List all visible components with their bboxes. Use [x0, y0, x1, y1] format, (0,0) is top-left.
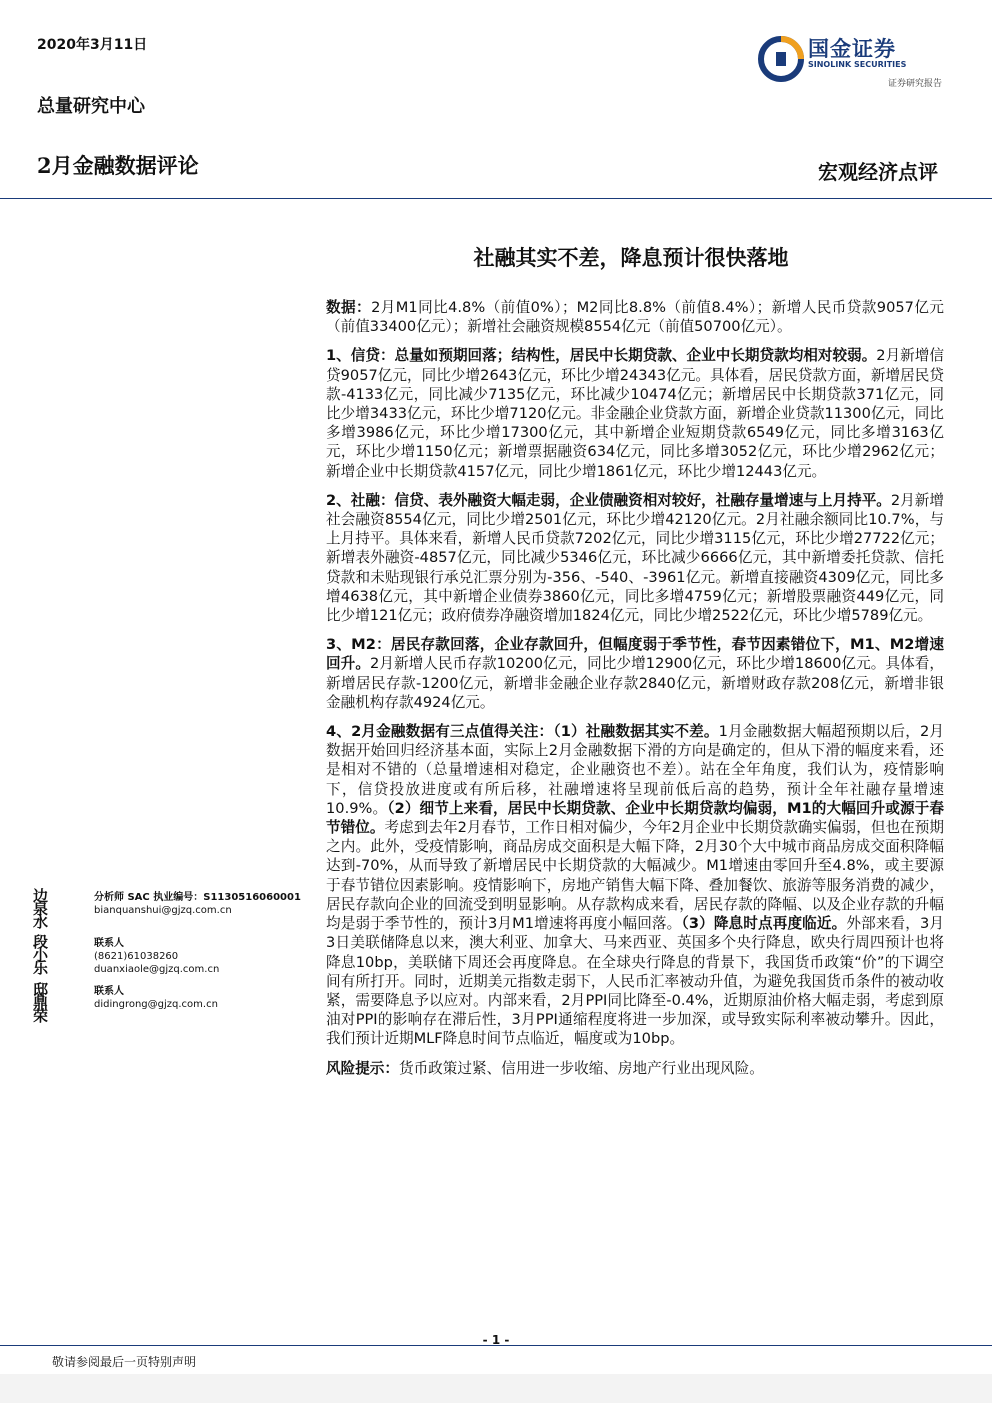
contact-phone: (8621)61038260: [94, 951, 179, 962]
credit-paragraph: [326, 346, 944, 480]
report-date: 2020年3月11日: [37, 37, 148, 53]
credit-heading: 1、信贷：总量如预期回落；结构性，居民中长期贷款、企业中长期贷款均相对较弱。: [326, 347, 877, 365]
m2-heading: 3、M2：居民存款回落，企业存款回升，但幅度弱于季节性，春节因素错位下，M1、M2增速回升。: [326, 636, 944, 673]
brand-logo-icon: [756, 34, 806, 84]
header-divider: [0, 198, 992, 199]
social-financing-heading: 2、社融：信贷、表外融资大幅走弱，企业债融资相对较好，社融存量增速与上月持平。: [326, 491, 891, 509]
footer-divider: [0, 1345, 992, 1346]
contact-title: 联系人: [94, 938, 124, 949]
analyst-name: 边泉水: [33, 887, 49, 931]
key-point-1-text: 1月金融数据大幅超预期以后，2月数据开始回归经济基本面，实际上2月金融数据下滑的方向是确定的，但从下滑的幅度来看，还是相对不错的（总量增速相对稳定，企业融资也不差）。站在全年角度，我们认为，疫情影响下，信贷投放进度或有所后移，社融增速将呈现前低后高的趋势，预计全年社融存量增速10.9%。: [326, 723, 944, 817]
m2-text: 2月新增人民币存款10200亿元，同比少增12900亿元，环比少增18600亿元。具体看，新增居民存款-1200亿元，新增非金融企业存款2840亿元，新增财政存款208亿元，新增非银金融机构存款4924亿元。: [326, 655, 944, 711]
report-title: 2月金融数据评论: [37, 153, 199, 178]
contact-title: 联系人: [94, 986, 124, 997]
social-financing-text: 2月新增社会融资8554亿元，同比少增2501亿元，环比少增42120亿元。2月社融余额同比10.7%，与上月持平。具体来看，新增人民币贷款7202亿元，同比少增3115亿元，环比少增27722亿元；新增表外融资-4857亿元，同比减少5346亿元，环比减少6666亿元，其中新增委托贷款、信托贷款和未贴现银行承兑汇票分别为-356、-540、-3961亿元。新增直接融资4309亿元，同比多增4638亿元，其中新增企业债券3860亿元，同比多增4759亿元；新增股票融资449亿元，同比少增121亿元；政府债券净融资增加1824亿元，同比少增2522亿元，环比少增5789亿元。: [326, 491, 944, 625]
data-label: 数据：: [326, 299, 372, 316]
key-point-2-heading: （2）细节上来看，居民中长期贷款、企业中长期贷款均偏弱，M1的大幅回升或源于春节错位。: [326, 799, 944, 837]
data-summary-text: 2月M1同比4.8%（前值0%）；M2同比8.8%（前值8.4%）；新增人民币贷款9057亿元（前值33400亿元）；新增社会融资规模8554亿元（前值50700亿元）。: [326, 299, 944, 336]
m2-paragraph: [326, 635, 944, 712]
risk-text: 货币政策过紧、信用进一步收缩、房地产行业出现风险。: [398, 1059, 764, 1077]
key-point-3-text: 外部来看，3月3日美联储降息以来，澳大利亚、加拿大、马来西亚、英国多个央行降息，欧央行周四预计也将降息10bp，美联储下周还会再度降息。在全球央行降息的背景下，我国货币政策“价”的下调空间有所打开。同时，近期美元指数走弱下，人民币汇率被动升值，为避免我国货币条件的被动收紧，需要降息予以应对。内部来看，2月PPI同比降至-0.4%，近期原油价格大幅走弱，考虑到原油对PPI的影响存在滞后性，3月PPI通缩程度将进一步加深，或导致实际利率被动攀升。因此，我们预计近期MLF降息时间节点临近，幅度或为10bp。: [326, 915, 944, 1048]
analyst-title: 分析师 SAC 执业编号：S1130516060001: [94, 892, 301, 903]
credit-text: 2月新增信贷9057亿元，同比少增2643亿元，环比少增24343亿元。具体看，居民贷款方面，新增居民贷款-4133亿元，同比减少7135亿元，环比减少10474亿元；新增居民中长期贷款371亿元，同比少增3433亿元，环比少增7120亿元。非金融企业贷款方面，新增企业贷款11300亿元，同比多增3986亿元，环比少增17300亿元，其中新增企业短期贷款6549亿元，同比多增3163亿元，环比少增1150亿元；新增票据融资634亿元，同比多增3052亿元，环比少增2962亿元；新增企业中长期贷款4157亿元，同比少增1861亿元，环比少增12443亿元。: [326, 347, 944, 480]
report-type: 宏观经济点评: [818, 160, 938, 184]
footer-band: [0, 1374, 992, 1403]
page-number: - 1 -: [482, 1333, 510, 1347]
key-point-2-text: 考虑到去年2月春节，工作日相对偏少，今年2月企业中长期贷款确实偏弱，但也在预期之内。此外，受疫情影响，商品房成交面积是大幅下降，2月30个大中城市商品房成交面积降幅达到-70%，从而导致了新增居民中长期贷款的大幅减少。M1增速由零回升至4.8%，或主要源于春节错位因素影响。疫情影响下，房地产销售大幅下降、叠加餐饮、旅游等服务消费的减少，居民存款向企业的回流受到明显影响。从存款构成来看，居民存款的降幅、以及企业存款的升幅均是弱于季节性的，预计3月M1增速将再度小幅回落。: [326, 819, 944, 933]
contact-name: 邸鼎荣: [33, 981, 49, 1025]
research-center: 总量研究中心: [37, 96, 145, 117]
headline: 社融其实不差，降息预计很快落地: [473, 245, 789, 270]
brand-name-en: SINOLINK SECURITIES: [808, 60, 907, 69]
report-body: [326, 298, 944, 1088]
brand-name-cn: 国金证券: [808, 37, 896, 61]
risk-label: 风险提示：: [326, 1059, 399, 1077]
contact-email: didingrong@gjzq.com.cn: [94, 999, 218, 1010]
risk-paragraph: [326, 1059, 944, 1078]
key-points-paragraph: [326, 722, 944, 1048]
analyst-email: bianquanshui@gjzq.com.cn: [94, 905, 232, 916]
contact-name: 段小乐: [33, 933, 49, 977]
key-point-3-heading: （3）降息时点再度临近。: [681, 915, 847, 933]
data-summary-paragraph: [326, 298, 944, 336]
brand-subtitle: 证券研究报告: [887, 79, 942, 89]
key-points-heading: 4、2月金融数据有三点值得关注：（1）社融数据其实不差。: [326, 723, 719, 741]
contact-email: duanxiaole@gjzq.com.cn: [94, 964, 220, 975]
disclaimer: 敬请参阅最后一页特别声明: [52, 1355, 197, 1369]
social-financing-paragraph: [326, 491, 944, 625]
